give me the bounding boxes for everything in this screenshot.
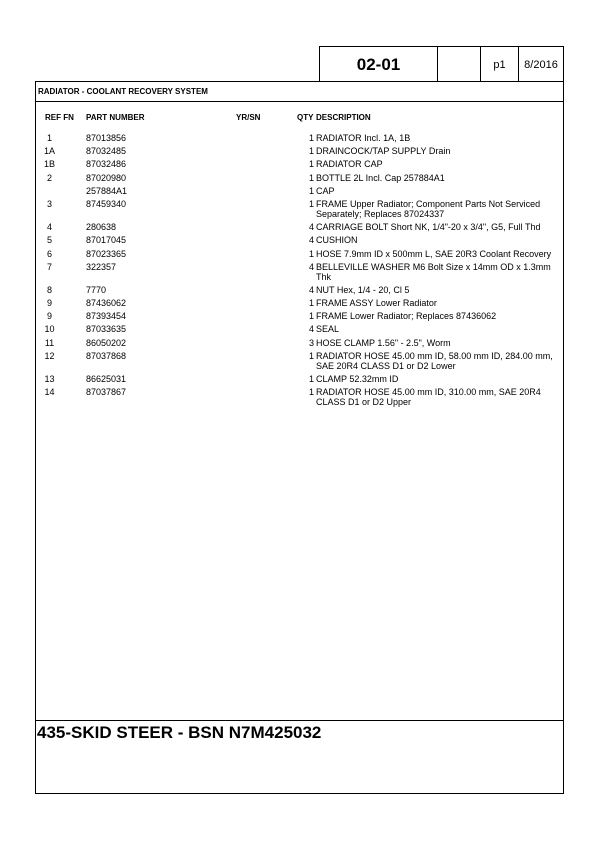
qty-cell: 1 bbox=[308, 350, 314, 361]
ref-cell: 1 bbox=[46, 133, 52, 143]
table-row bbox=[36, 146, 563, 156]
table-row bbox=[36, 222, 563, 232]
part-number-cell: 280638 bbox=[86, 222, 117, 233]
part-number-cell: 257884A1 bbox=[86, 185, 128, 196]
ref-cell: 3 bbox=[46, 198, 52, 209]
description-cell: RADIATOR HOSE 45.00 mm ID, 310.00 mm, SAE 20R4 CLASS D1 or D2 Upper bbox=[316, 387, 541, 408]
qty-cell: 1 bbox=[308, 172, 314, 183]
parts-list-frame bbox=[35, 81, 564, 794]
qty-cell: 1 bbox=[308, 298, 314, 309]
description-cell: HOSE 7.9mm ID x 500mm L, SAE 20R3 Coolant Recovery bbox=[316, 248, 552, 259]
qty-cell: 1 bbox=[308, 185, 314, 196]
qty-cell: 4 bbox=[308, 284, 314, 295]
qty-cell: 4 bbox=[308, 222, 314, 233]
part-number-cell: 87033635 bbox=[86, 324, 127, 335]
qty-cell: 1 bbox=[308, 311, 314, 322]
ref-cell: 9 bbox=[46, 298, 52, 309]
qty-cell: 1 bbox=[308, 133, 314, 143]
table-row bbox=[36, 311, 563, 321]
qty-cell: 1 bbox=[308, 248, 314, 259]
part-number-cell: 87436062 bbox=[86, 298, 127, 309]
table-row bbox=[36, 186, 563, 196]
table-row bbox=[36, 285, 563, 295]
parts-table-body bbox=[36, 133, 563, 410]
ref-cell: 1B bbox=[43, 159, 55, 170]
qty-cell: 1 bbox=[308, 387, 314, 398]
description-cell: RADIATOR Incl. 1A, 1B bbox=[316, 133, 411, 143]
table-row bbox=[36, 351, 563, 371]
description-cell: BELLEVILLE WASHER M6 Bolt Size x 14mm OD x 1.3mm Thk bbox=[316, 261, 551, 282]
revision-date-text: 8/2016 bbox=[524, 58, 558, 71]
ref-cell: 14 bbox=[44, 387, 55, 398]
revision-date bbox=[519, 46, 564, 82]
col-header-description: DESCRIPTION bbox=[316, 113, 371, 122]
description-cell: NUT Hex, 1/4 - 20, Cl 5 bbox=[316, 284, 410, 295]
footer-box bbox=[36, 720, 563, 794]
description-cell: BOTTLE 2L Incl. Cap 257884A1 bbox=[316, 172, 445, 183]
ref-cell: 5 bbox=[46, 235, 52, 246]
section-number-text: 02-01 bbox=[356, 54, 401, 74]
description-cell: FRAME Upper Radiator; Component Parts Not Serviced Separately; Replaces 87024337 bbox=[316, 198, 541, 219]
table-row bbox=[36, 249, 563, 259]
description-cell: CAP bbox=[316, 185, 335, 196]
qty-cell: 1 bbox=[308, 374, 314, 384]
part-number-cell: 86625031 bbox=[86, 374, 127, 384]
col-header-part-number: PART NUMBER bbox=[86, 113, 145, 122]
table-row bbox=[36, 387, 563, 407]
part-number-cell: 87459340 bbox=[86, 198, 127, 209]
ref-cell: 6 bbox=[46, 248, 52, 259]
description-cell: SEAL bbox=[316, 324, 340, 335]
page-number bbox=[481, 46, 519, 82]
ref-cell: 2 bbox=[46, 172, 52, 183]
part-number-cell: 87037867 bbox=[86, 387, 127, 398]
part-number-cell: 87032486 bbox=[86, 159, 127, 170]
part-number-cell: 87393454 bbox=[86, 311, 127, 322]
part-number-cell: 7770 bbox=[86, 284, 107, 295]
qty-cell: 4 bbox=[308, 261, 314, 272]
table-row bbox=[36, 133, 563, 143]
table-row bbox=[36, 159, 563, 169]
part-number-cell: 87023365 bbox=[86, 248, 127, 259]
col-header-qty: QTY bbox=[297, 113, 314, 122]
description-cell: CLAMP 52.32mm ID bbox=[316, 374, 399, 384]
section-number bbox=[319, 46, 438, 82]
table-row bbox=[36, 298, 563, 308]
qty-cell: 4 bbox=[308, 324, 314, 335]
table-row bbox=[36, 374, 563, 384]
part-number-cell: 87013856 bbox=[86, 133, 127, 143]
model-title: 435-SKID STEER - BSN N7M425032 bbox=[37, 723, 322, 742]
qty-cell: 1 bbox=[308, 198, 314, 209]
page-title: RADIATOR - COOLANT RECOVERY SYSTEM bbox=[36, 82, 563, 102]
col-header-yr-sn: YR/SN bbox=[236, 113, 261, 122]
ref-cell: 7 bbox=[46, 261, 52, 272]
description-cell: CARRIAGE BOLT Short NK, 1/4"-20 x 3/4", G5, Full Thd bbox=[316, 222, 541, 233]
table-row bbox=[36, 262, 563, 282]
qty-cell: 3 bbox=[308, 337, 314, 348]
table-row bbox=[36, 324, 563, 334]
description-cell: DRAINCOCK/TAP SUPPLY Drain bbox=[316, 146, 451, 157]
description-cell: FRAME ASSY Lower Radiator bbox=[316, 298, 437, 309]
col-header-ref-fn: REF FN bbox=[45, 113, 74, 122]
description-cell: FRAME Lower Radiator; Replaces 87436062 bbox=[316, 311, 497, 322]
part-number-cell: 87020980 bbox=[86, 172, 127, 183]
ref-cell: 11 bbox=[44, 337, 55, 348]
ref-cell: 9 bbox=[46, 311, 52, 322]
ref-cell: 10 bbox=[44, 324, 55, 335]
ref-cell: 13 bbox=[44, 374, 55, 384]
table-row bbox=[36, 199, 563, 219]
part-number-cell: 87017045 bbox=[86, 235, 127, 246]
part-number-cell: 87037868 bbox=[86, 350, 127, 361]
ref-cell: 12 bbox=[44, 350, 55, 361]
ref-cell: 4 bbox=[46, 222, 52, 233]
description-cell: CUSHION bbox=[316, 235, 358, 246]
qty-cell: 1 bbox=[308, 146, 314, 157]
ref-cell: 8 bbox=[46, 284, 52, 295]
description-cell: RADIATOR HOSE 45.00 mm ID, 58.00 mm ID, 284.00 mm, SAE 20R4 CLASS D1 or D2 Lower bbox=[316, 350, 553, 371]
ref-cell: 1A bbox=[43, 146, 55, 157]
part-number-cell: 86050202 bbox=[86, 337, 127, 348]
header-blank-cell bbox=[438, 46, 481, 82]
part-number-cell: 322357 bbox=[86, 261, 117, 272]
page-number-text: p1 bbox=[493, 58, 506, 71]
table-row bbox=[36, 338, 563, 348]
part-number-cell: 87032485 bbox=[86, 146, 127, 157]
qty-cell: 1 bbox=[308, 159, 314, 170]
table-row bbox=[36, 235, 563, 245]
qty-cell: 4 bbox=[308, 235, 314, 246]
description-cell: RADIATOR CAP bbox=[316, 159, 383, 170]
description-cell: HOSE CLAMP 1.56" - 2.5", Worm bbox=[316, 337, 451, 348]
table-row bbox=[36, 173, 563, 183]
